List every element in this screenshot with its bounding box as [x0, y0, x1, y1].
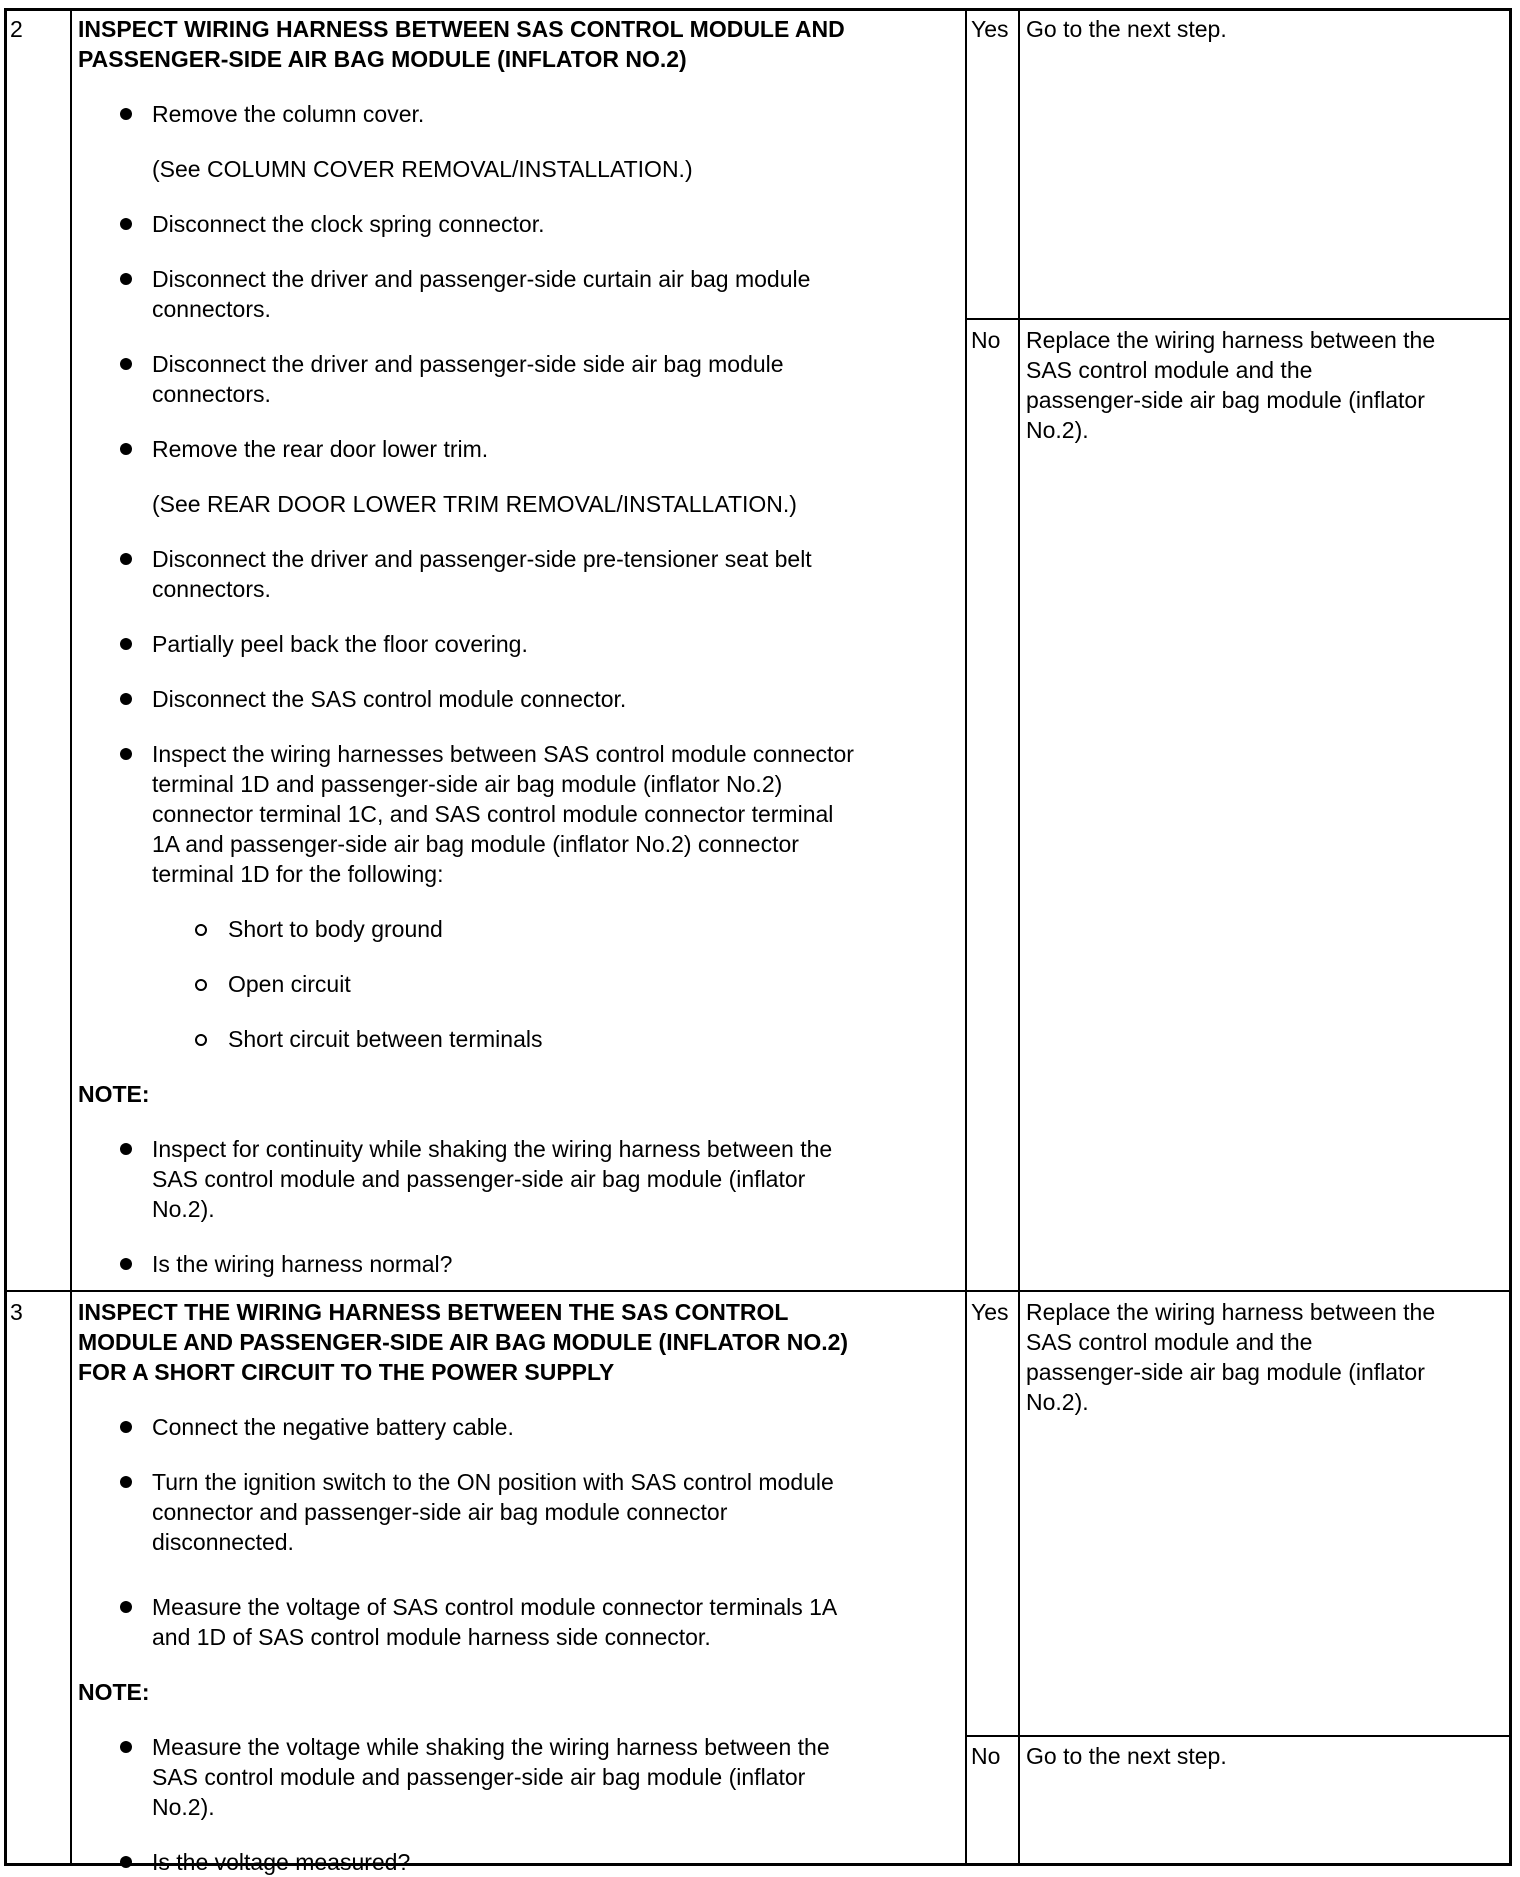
- procedure-step: Disconnect the driver and passenger-side pre-tensioner seat belt: [152, 546, 812, 572]
- bullet-icon: [120, 358, 132, 370]
- no-action: Go to the next step.: [1026, 1743, 1227, 1769]
- procedure-step: Measure the voltage of SAS control module connector terminals 1A: [152, 1594, 838, 1620]
- procedure-step: connector terminal 1C, and SAS control module connector terminal: [152, 801, 834, 827]
- procedure-step: Disconnect the clock spring connector.: [152, 211, 545, 237]
- yes-label: Yes: [971, 16, 1009, 42]
- bullet-icon: [120, 1143, 132, 1155]
- procedure-step: terminal 1D for the following:: [152, 861, 444, 887]
- step-title: PASSENGER-SIDE AIR BAG MODULE (INFLATOR NO.2): [78, 46, 687, 72]
- procedure-step: disconnected.: [152, 1529, 294, 1555]
- procedure-step: terminal 1D and passenger-side air bag module (inflator No.2): [152, 771, 783, 797]
- bullet-icon: [120, 553, 132, 565]
- bullet-icon: [120, 1741, 132, 1753]
- open-circle-icon: [195, 979, 207, 991]
- yes-action: Go to the next step.: [1026, 16, 1227, 42]
- bullet-icon: [120, 273, 132, 285]
- no-action: passenger-side air bag module (inflator: [1026, 387, 1425, 413]
- yes-label: Yes: [971, 1299, 1009, 1325]
- procedure-step: Is the voltage measured?: [152, 1849, 411, 1875]
- no-action: SAS control module and the: [1026, 357, 1313, 383]
- step-title: INSPECT WIRING HARNESS BETWEEN SAS CONTROL MODULE AND: [78, 16, 845, 42]
- bullet-icon: [120, 1258, 132, 1270]
- procedure-step: Inspect the wiring harnesses between SAS control module connector: [152, 741, 854, 767]
- procedure-step: SAS control module and passenger-side air bag module (inflator: [152, 1764, 806, 1790]
- no-action: No.2).: [1026, 417, 1089, 443]
- no-label: No: [971, 1743, 1001, 1769]
- yes-action: Replace the wiring harness between the: [1026, 1299, 1436, 1325]
- table-rule: [965, 318, 1512, 320]
- yes-action: No.2).: [1026, 1389, 1089, 1415]
- bullet-icon: [120, 218, 132, 230]
- procedure-step: Remove the column cover.: [152, 101, 425, 127]
- step-number: 2: [10, 16, 23, 42]
- note-heading: NOTE:: [78, 1081, 150, 1107]
- bullet-icon: [120, 1856, 132, 1868]
- procedure-step: Connect the negative battery cable.: [152, 1414, 514, 1440]
- procedure-step: No.2).: [152, 1196, 215, 1222]
- no-action: Replace the wiring harness between the: [1026, 327, 1436, 353]
- table-rule: [4, 8, 7, 1866]
- step-title: FOR A SHORT CIRCUIT TO THE POWER SUPPLY: [78, 1359, 615, 1385]
- procedure-step: connectors.: [152, 381, 271, 407]
- yes-action: SAS control module and the: [1026, 1329, 1313, 1355]
- bullet-icon: [120, 108, 132, 120]
- table-rule: [1509, 8, 1512, 1866]
- procedure-step: Is the wiring harness normal?: [152, 1251, 453, 1277]
- step-number: 3: [10, 1299, 23, 1325]
- inspection-item: Short circuit between terminals: [228, 1026, 543, 1052]
- step-title: INSPECT THE WIRING HARNESS BETWEEN THE SAS CONTROL: [78, 1299, 789, 1325]
- table-rule: [965, 1735, 1512, 1737]
- procedure-step: connector and passenger-side air bag module connector: [152, 1499, 728, 1525]
- table-rule: [965, 8, 967, 1866]
- inspection-item: Open circuit: [228, 971, 351, 997]
- reference-note: (See COLUMN COVER REMOVAL/INSTALLATION.): [152, 156, 693, 182]
- bullet-icon: [120, 638, 132, 650]
- procedure-step: Inspect for continuity while shaking the wiring harness between the: [152, 1136, 833, 1162]
- procedure-step: Partially peel back the floor covering.: [152, 631, 528, 657]
- procedure-step: No.2).: [152, 1794, 215, 1820]
- procedure-step: Remove the rear door lower trim.: [152, 436, 489, 462]
- bullet-icon: [120, 748, 132, 760]
- step-title: MODULE AND PASSENGER-SIDE AIR BAG MODULE (INFLATOR NO.2): [78, 1329, 849, 1355]
- table-rule: [4, 1290, 1512, 1292]
- procedure-step: Disconnect the SAS control module connector.: [152, 686, 627, 712]
- procedure-step: and 1D of SAS control module harness side connector.: [152, 1624, 711, 1650]
- bullet-icon: [120, 1601, 132, 1613]
- reference-note: (See REAR DOOR LOWER TRIM REMOVAL/INSTALLATION.): [152, 491, 797, 517]
- procedure-step: Disconnect the driver and passenger-side side air bag module: [152, 351, 784, 377]
- open-circle-icon: [195, 1034, 207, 1046]
- table-rule: [4, 8, 1512, 11]
- bullet-icon: [120, 693, 132, 705]
- procedure-step: Disconnect the driver and passenger-side curtain air bag module: [152, 266, 811, 292]
- bullet-icon: [120, 443, 132, 455]
- yes-action: passenger-side air bag module (inflator: [1026, 1359, 1425, 1385]
- procedure-step: connectors.: [152, 576, 271, 602]
- procedure-step: Measure the voltage while shaking the wiring harness between the: [152, 1734, 830, 1760]
- table-rule: [1018, 8, 1020, 1866]
- inspection-item: Short to body ground: [228, 916, 443, 942]
- procedure-step: SAS control module and passenger-side air bag module (inflator: [152, 1166, 806, 1192]
- procedure-step: 1A and passenger-side air bag module (inflator No.2) connector: [152, 831, 799, 857]
- no-label: No: [971, 327, 1001, 353]
- bullet-icon: [120, 1421, 132, 1433]
- note-heading: NOTE:: [78, 1679, 150, 1705]
- table-rule: [70, 8, 72, 1866]
- bullet-icon: [120, 1476, 132, 1488]
- procedure-step: connectors.: [152, 296, 271, 322]
- procedure-step: Turn the ignition switch to the ON position with SAS control module: [152, 1469, 834, 1495]
- open-circle-icon: [195, 924, 207, 936]
